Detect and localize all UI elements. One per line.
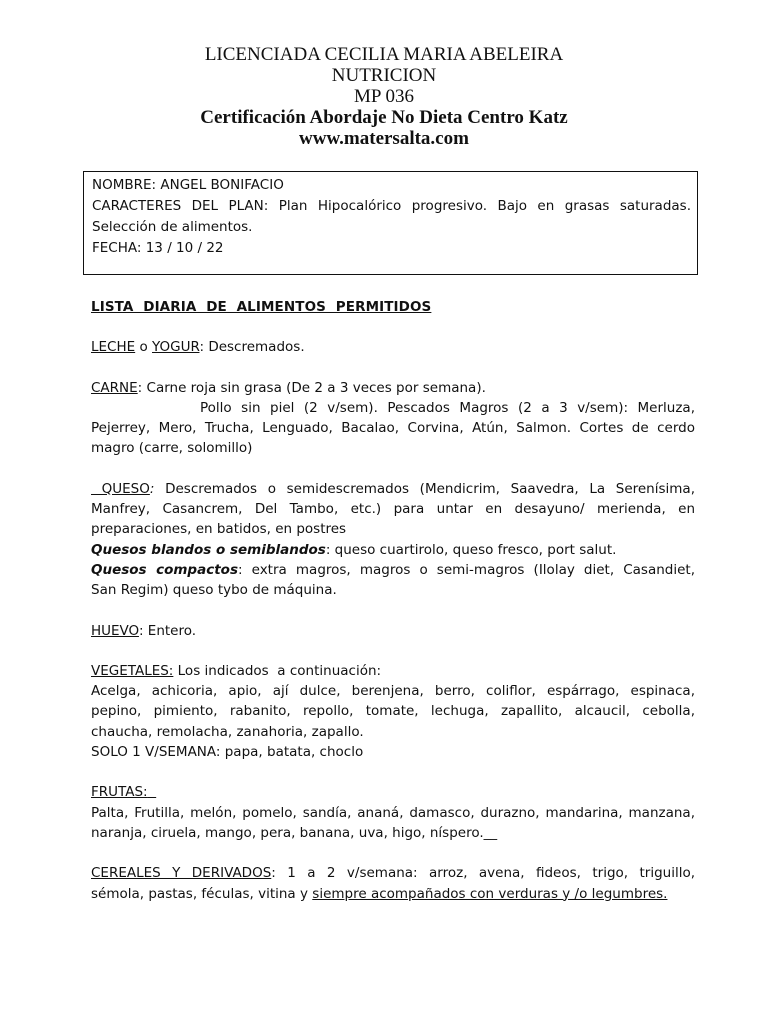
cereales-line-2: sémola, pastas, féculas, vitina y (91, 885, 313, 902)
cereales-label: CEREALES Y DERIVADOS (91, 865, 272, 882)
plan-characteristics-continuation: Selección de alimentos. (92, 219, 253, 235)
quesos-compactos-label: Quesos compactos (91, 561, 238, 578)
leche-colon: : (199, 339, 209, 356)
frutas-label: FRUTAS: (91, 784, 148, 801)
patient-info-box (83, 171, 698, 275)
vegetales-label: VEGETALES: (91, 662, 174, 679)
queso-line-2: Manfrey, Casancrem, Del Tambo, etc.) para untar en desayuno/ merienda, en (91, 501, 695, 518)
nutritionist-name: LICENCIADA CECILIA MARIA ABELEIRA (204, 44, 564, 65)
carne-label: CARNE (91, 379, 138, 396)
vegetales-line-3: chaucha, remolacha, zanahoria, zapallo. (91, 723, 364, 740)
patient-name-value: ANGEL BONIFACIO (160, 177, 284, 193)
letterhead (0, 44, 768, 149)
huevo-label: HUEVO (91, 622, 139, 639)
queso-label: QUESO (91, 480, 150, 497)
date-value: 13 / 10 / 22 (145, 240, 224, 256)
huevo-text: Entero. (147, 622, 197, 639)
queso-line-3: preparaciones, en batidos, en postres (91, 521, 347, 538)
quesos-compactos-line-1: : extra magros, magros o semi-magros (Ilolay diet, Casandiet, (237, 561, 696, 578)
vegetales-solo-semana: SOLO 1 V/SEMANA: papa, batata, choclo (91, 744, 364, 761)
frutas-line-2: naranja, ciruela, mango, pera, banana, uva, higo, níspero. (91, 824, 484, 841)
huevo-colon: : (138, 622, 148, 639)
vegetales-line-1: Acelga, achicoria, apio, ají dulce, berenjena, berro, coliflor, espárrago, espinaca, (91, 683, 695, 700)
quesos-compactos-line-2: San Regim) queso tybo de máquina. (91, 582, 337, 599)
quesos-blandos-label: Quesos blandos o semiblandos (91, 541, 326, 558)
frutas-line-1: Palta, Frutilla, melón, pomelo, sandía, ananá, damasco, durazno, mandarina, manzana, (91, 804, 695, 821)
plan-characteristics-row (92, 196, 691, 217)
certification: Certificación Abordaje No Dieta Centro Katz (200, 107, 568, 128)
leche-separator: o (135, 339, 153, 356)
date-label: FECHA: (92, 240, 146, 256)
section-queso (91, 479, 695, 601)
profession: NUTRICION (331, 65, 437, 86)
quesos-blandos-text: : queso cuartirolo, queso fresco, port salut. (325, 541, 617, 558)
patient-name-label: NOMBRE: (92, 177, 161, 193)
carne-line-2: Pollo sin piel (2 v/sem). Pescados Magros (2 a 3 v/sem): Merluza, (200, 399, 695, 416)
frutas-line-2-trail: __ (483, 824, 498, 841)
website-link[interactable]: www.matersalta.com (299, 128, 469, 149)
section-leche (91, 337, 695, 357)
yogur-label: YOGUR (152, 339, 200, 356)
food-list (91, 297, 695, 904)
queso-line-1: Descremados o semidescremados (Mendicrim, Saavedra, La Serenísima, (165, 480, 695, 497)
cereales-note-underlined: siempre acompañados con verduras y /o legumbres. (312, 885, 668, 902)
plan-characteristics-label: CARACTERES DEL PLAN: (92, 198, 279, 214)
carne-colon: : (137, 379, 147, 396)
leche-text: Descremados. (208, 339, 305, 356)
cereales-line-1: 1 a 2 v/semana: arroz, avena, fideos, trigo, triguillo, (287, 865, 696, 882)
plan-characteristics-value: Plan Hipocalórico progresivo. Bajo en grasas saturadas. (278, 198, 691, 214)
list-title: LISTA DIARIA DE ALIMENTOS PERMITIDOS (91, 299, 432, 315)
vegetales-line-2: pepino, pimiento, rabanito, repollo, tomate, lechuga, zapallito, alcaucil, cebolla, (91, 703, 695, 720)
section-frutas (91, 782, 695, 843)
patient-name-row (92, 175, 691, 196)
frutas-trail (148, 784, 157, 800)
cereales-colon: : (271, 865, 288, 882)
queso-colon: : (149, 480, 166, 497)
carne-line-4: magro (carre, solomillo) (91, 440, 253, 457)
carne-line-1: Carne roja sin grasa (De 2 a 3 veces por semana). (146, 379, 486, 396)
section-vegetales (91, 661, 695, 762)
section-cereales (91, 863, 695, 904)
date-row (92, 238, 691, 259)
carne-line-3: Pejerrey, Mero, Trucha, Lenguado, Bacalao, Corvina, Atún, Salmon. Cortes de cerdo (91, 420, 695, 437)
section-carne (91, 378, 695, 459)
vegetales-intro: Los indicados a continuación: (173, 662, 382, 679)
section-huevo (91, 621, 695, 641)
leche-label: LECHE (91, 339, 136, 356)
license-number: MP 036 (353, 86, 414, 107)
